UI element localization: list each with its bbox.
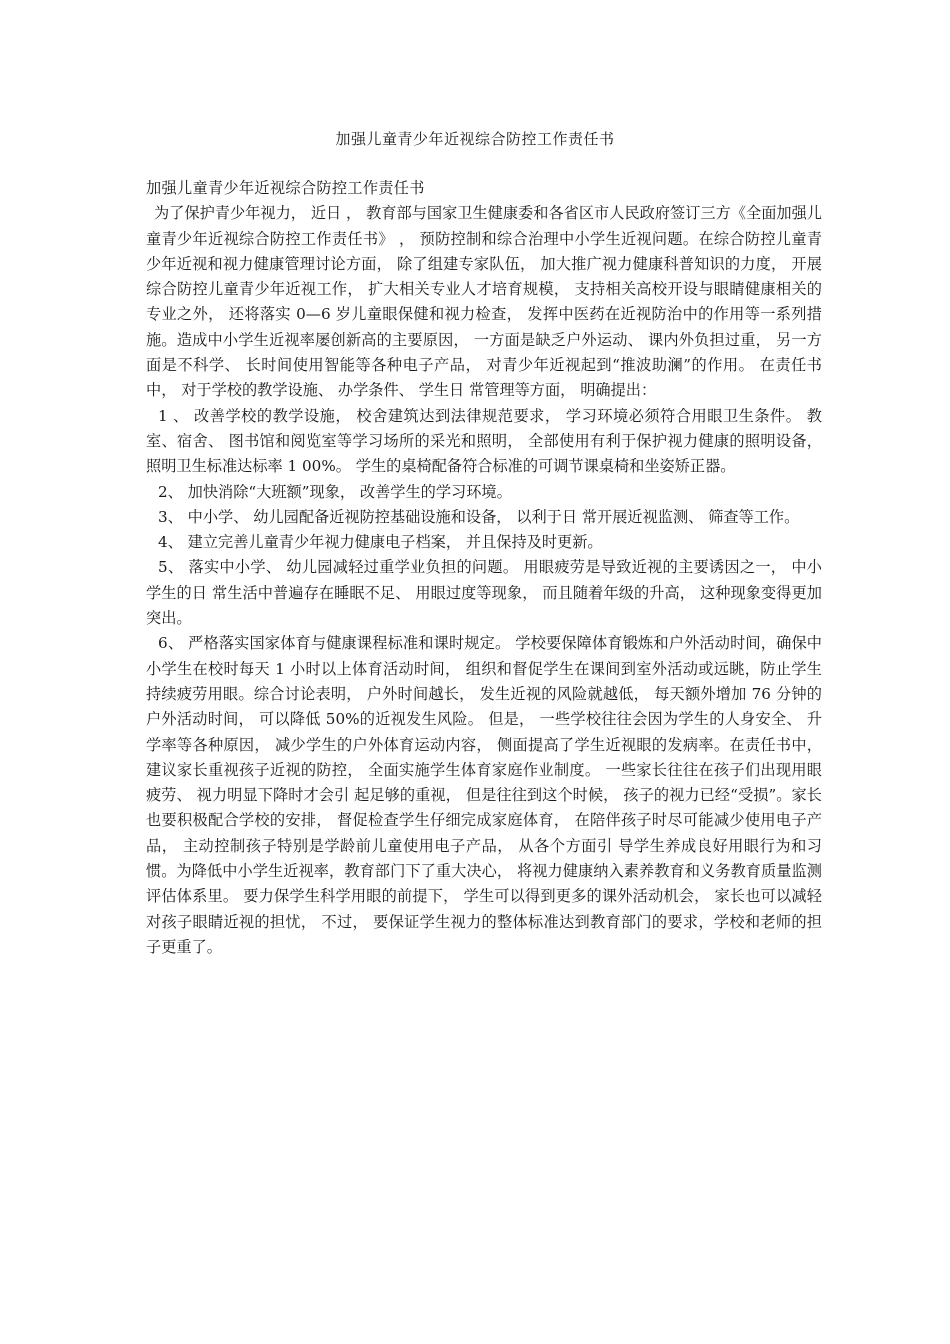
document-body xyxy=(146,176,822,960)
list-item-6: 6、 严格落实国家体育与健康课程标准和课时规定。 学校要保障体育锻炼和户外活动时间，确保中小学生在校时每天 1 小时以上体育活动时间， 组织和督促学生在课间到室外活动或远眺，防止学生持续疲劳用眼。综合讨论表明， 户外时间越长， 发生近视的风险就越低， 每天额外增加 76 分钟的户外活动时间， 可以降低 50%的近视发生风险。 但是， 一些学校往往会因为学生的人身安全、 升学率等各种原因， 减少学生的户外体育运动内容， 侧面提高了学生近视眼的发病率。在责任书中， 建议家长重视孩子近视的防控， 全面实施学生体育家庭作业制度。 一些家长往往在孩子们出现用眼疲劳、 视力明显下降时才会引 起足够的重视， 但是往往到这个时候， 孩子的视力已经“受损”。家长也要积极配合学校的安排， 督促检查学生仔细完成家庭体育， 在陪伴孩子时尽可能减少使用电子产品， 主动控制孩子特别是学龄前儿童使用电子产品， 从各个方面引 导学生养成良好用眼行为和习惯。为降低中小学生近视率，教育部门下了重大决心， 将视力健康纳入素养教育和义务教育质量监测评估体系里。 要力保学生科学用眼的前提下， 学生可以得到更多的课外活动机会， 家长也可以减轻对孩子眼睛近视的担忧， 不过， 要保证学生视力的整体标准达到教育部门的要求，学校和老师的担子更重了。 xyxy=(146,634,822,956)
list-item-4: 4、 建立完善儿童青少年视力健康电子档案， 并且保持及时更新。 xyxy=(158,533,603,552)
document-subtitle: 加强儿童青少年近视综合防控工作责任书 xyxy=(146,179,425,197)
document-title: 加强儿童青少年近视综合防控工作责任书 xyxy=(335,130,615,148)
list-item-5: 5、 落实中小学、 幼儿园减轻过重学业负担的问题。 用眼疲劳是导致近视的主要诱因之一， 中小学生的日 常生活中普遍存在睡眠不足、 用眼过度等现象， 而且随着年级的升高， 这种现象变得更加突出。 xyxy=(146,558,822,628)
list-item-3: 3、 中小学、 幼儿园配备近视防控基础设施和设备， 以利于日 常开展近视监测、 筛查等工作。 xyxy=(158,507,800,526)
intro-paragraph: 为了保护青少年视力， 近日 ， 教育部与国家卫生健康委和各省区市人民政府签订三方《全面加强儿童青少年近视综合防控工作责任书》 ， 预防控制和综合治理中小学生近视问题。在综合防控儿童青少年近视和视力健康管理讨论方面， 除了组建专家队伍， 加大推广视力健康科普知识的力度， 开展综合防控儿童青少年近视工作， 扩大相关专业人才培育规模， 支持相关高校开设与眼睛健康相关的专业之外， 还将落实 0—6 岁儿童眼保健和视力检查， 发挥中医药在近视防治中的作用等一系列措施。造成中小学生近视率屡创新高的主要原因， 一方面是缺乏户外运动、 课内外负担过重， 另一方面是不科学、 长时间使用智能等各种电子产品， 对青少年近视起到“推波助澜”的作用。 在责任书中， 对于学校的教学设施、 办学条件、 学生日 常管理等方面， 明确提出： xyxy=(146,204,822,400)
list-item-2: 2、 加快消除“大班额”现象， 改善学生的学习环境。 xyxy=(158,482,512,501)
list-item-1: 1 、 改善学校的教学设施， 校舍建筑达到法律规范要求， 学习环境必须符合用眼卫生条件。 教室、宿舍、 图书馆和阅览室等学习场所的采光和照明， 全部使用有利于保护视力健康的照明设备，照明卫生标准达标率 1 00%。 学生的桌椅配备符合标准的可调节课桌椅和坐姿矫正器。 xyxy=(146,406,822,476)
